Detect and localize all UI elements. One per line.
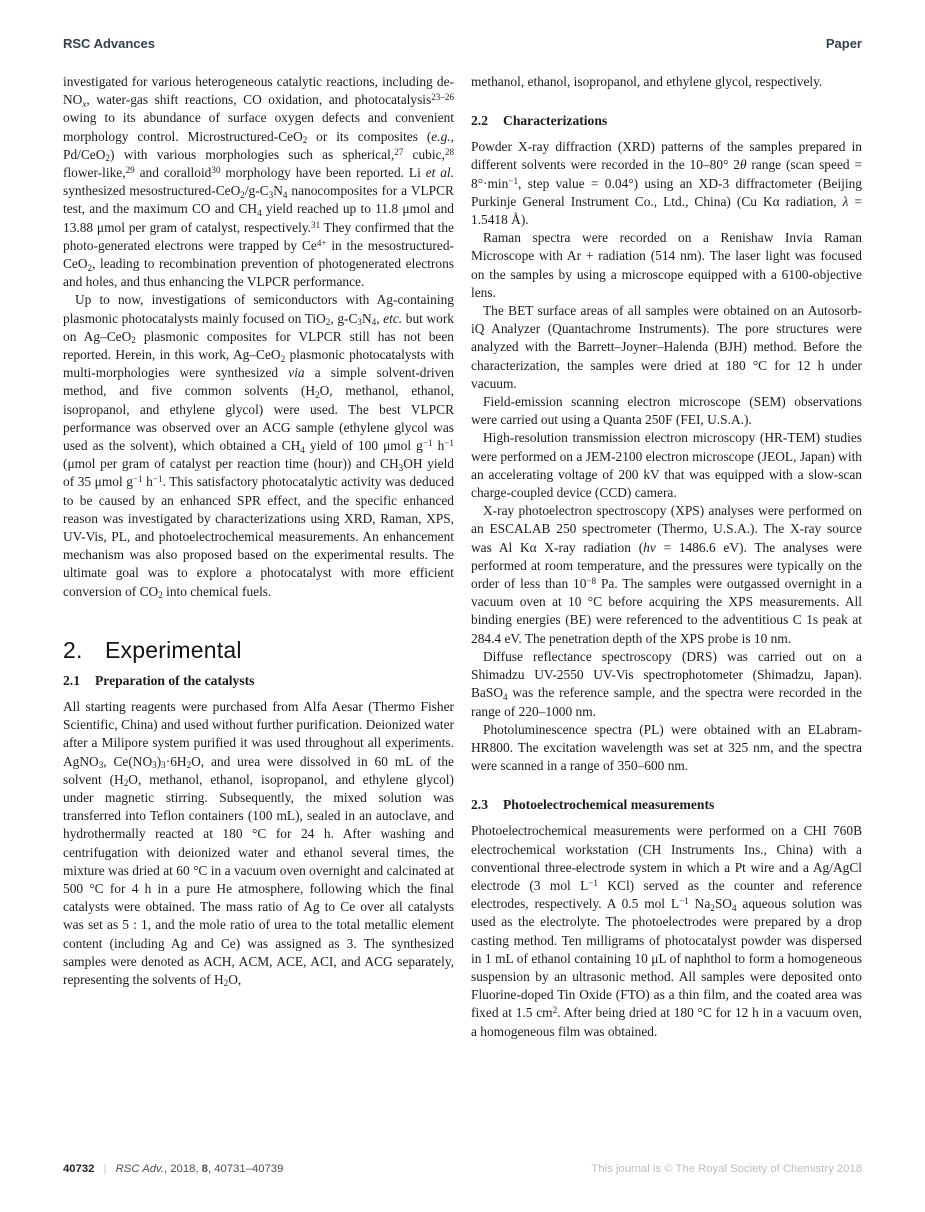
paragraph-up-to-now: Up to now, investigations of semiconductors with Ag-containing plasmonic photocatalysts mainly focused on TiO$_2$, $g-C_3N_4$, etc. but work on Ag–CeO$_2$ plasmonic composites for VLPCR still has not been reported. Herein, in this work, Ag–CeO$_2$ plasmonic photocatalysts with multi-morphologies were synthesized via a simple solvent-driven method, and five common solvents ($H_2O$, methanol, ethanol, isopropanol, and ethylene glycol) were used. The best VLPCR performance was observed over an ACG sample (ethylene glycol was used as the solvent), which obtained a $CH_4$ yield of 100 μmol $g^{-1}$ $h^{-1}$ (μmol per gram of catalyst per reaction time (hour)) and $CH_3OH$ yield of 35 μmol $g^{-1}$ $h^{-1}$. This satisfactory photocatalytic activity was deduced to be caused by an enhanced SPR effect, and the specific enhanced reason was investigated by characterizations using XRD, Raman, XPS, UV-Vis, PL, and photoelectrochemical measurements. An enhancement mechanism was also proposed based on the experimental results. The ultimate goal was to explore a photocatalyst with more efficient conversion of $CO_2$ into chemical fuels. — [63, 292, 455, 601]
paragraph-raman: Raman spectra were recorded on a Renishaw Invia Raman Microscope with Ar + radiation (514 nm). The laser light was focused on the samples by using a microscope equipped with a 6100-objective lens. — [471, 230, 862, 300]
journal-citation: RSC Adv., 2018, 8, 40731–40739 — [115, 1163, 284, 1175]
subsection-title: Characterizations — [503, 113, 608, 129]
paragraph-intro-continuation: investigated for various heterogeneous catalytic reactions, including $de-NO_x$, water-gas shift reactions, CO oxidation, and photocatalysis$^{23-26}$ owing to its abundance of surface oxygen defects and convenient morphology control. Microstructured-CeO$_2$ or its composites (e.g., Pd/CeO$_2$) with various morphologies such as spherical,$^{27}$ cubic,$^{28}$ flower-like,$^{29}$ and coralloid$^{30}$ morphology have been reported. Li et al. synthesized mesostructured-$CeO_2/g-C_3N_4$ nanocomposites for a VLPCR test, and the maximum CO and $CH_4$ yield reached up to 11.8 μmol and 13.88 μmol per gram of catalyst, respectively.$^{31}$ They confirmed that the photo-generated electrons were trapped by $Ce^{4+}$ in the mesostructured-CeO$_2$, leading to recombination prevention of photogenerated electrons and holes, and thus enhancing the VLPCR performance. — [63, 74, 454, 290]
paragraph-xrd: Powder X-ray diffraction (XRD) patterns of the samples prepared in different solvents were recorded in the 10–80° 2θ range (scan speed = $8^\circ\cdot\min^{-1}$, step value = 0.04°) using an XD-3 diffractometer (Beijing Purkinje General Instrument Co., Ltd., China) (Cu Kα radiation, λ = 1.5418 Å). — [471, 139, 862, 228]
paragraph-drs: Diffuse reflectance spectroscopy (DRS) was carried out on a Shimadzu UV-2550 UV-Vis spectrophotometer (Shimadzu, Japan). BaSO$_4$ was the reference sample, and the spectra were recorded in the range of 220–1000 nm. — [471, 648, 862, 719]
paragraph-pl: Photoluminescence spectra (PL) were obtained with an ELabram-HR800. The excitation wavelength was set at 325 nm, and the spectra were scanned in a range of 350–600 nm. — [471, 721, 862, 774]
paragraph-hrtem: High-resolution transmission electron microscopy (HR-TEM) studies were performed on a JEM-2100 electron microscope (JEOL, Japan) with an accelerating voltage of 200 kV that was equipped with a slow-scan charge-coupled device (CCD) camera. — [471, 430, 862, 501]
subsection-heading-2-2 — [471, 113, 862, 129]
paragraph-sem: Field-emission scanning electron microscope (SEM) observations were carried out using a Quanta 250F (FEI, U.S.A.). — [471, 394, 862, 428]
subsection-number: 2.1 — [63, 672, 80, 688]
copyright-notice: This journal is © The Royal Society of Chemistry 2018 — [591, 1163, 862, 1175]
page-header — [63, 36, 862, 51]
subsection-number: 2.2 — [471, 113, 488, 129]
paragraph-solvents-continuation: methanol, ethanol, isopropanol, and ethylene glycol, respectively. — [471, 74, 823, 89]
subsection-heading-2-3 — [471, 797, 862, 813]
left-column — [63, 73, 454, 1131]
subsection-title: Preparation of the catalysts — [95, 672, 255, 688]
paragraph-preparation: All starting reagents were purchased from Alfa Aesar (Thermo Fisher Scientific, China) and used without further purification. Deionized water after a Milipore system purified it was used throughout all experiments. AgNO$_3$, $Ce(NO_3)_3\cdot 6H_2O$, and urea were dissolved in 60 mL of the solvent ($H_2O$, methanol, ethanol, isopropanol, and ethylene glycol) under magnetic stirring. Subsequently, the mixed solution was transferred into Teflon containers (100 mL), sealed in an autoclave, and hydrothermally reacted at 180 °C for 24 h. After washing and centrifugation with deionized water and ethanol several times, the mixture was dried at 60 °C in a vacuum oven overnight and calcinated at 500 °C for 4 h in a pure He atmosphere, following which the final catalysts were obtained. The mass ratio of Ag to Ce over all catalysts was set as 5 : 1, and the mole ratio of urea to the total metallic element content (including Ag and Ce) was assigned as 3. The synthesized samples were denoted as ACH, ACM, ACE, ACI, and ACG separately, representing the solvents of $H_2O$, — [63, 698, 455, 989]
subsection-title: Photoelectrochemical measurements — [503, 797, 715, 813]
paragraph-xps: X-ray photoelectron spectroscopy (XPS) analyses were performed on an ESCALAB 250 spectrometer (Thermo, U.S.A.). The X-ray source was Al Kα X-ray radiation (hν = 1486.6 eV). The analyses were performed at room temperature, and the pressures were typically on the order of less than $10^{-8}$ Pa. The samples were outgassed overnight in a vacuum oven at 10 °C before acquiring the XPS measurements. All binding energies (BE) were referenced to the adventitious C 1s peak at 284.4 eV. The penetration depth of the XPS probe is 10 nm. — [471, 503, 862, 646]
subsection-heading-2-1 — [63, 673, 454, 689]
section-heading-experimental — [63, 637, 454, 664]
page-number: 40732 — [63, 1163, 95, 1175]
section-number: 2. — [63, 636, 83, 663]
page-footer — [63, 1163, 862, 1175]
paragraph-photoelectrochemical: Photoelectrochemical measurements were performed on a CHI 760B electrochemical workstation (CH Instruments Ins., China) with a conventional three-electrode system in which a Pt wire and a Ag/AgCl electrode (3 mol $L^{-1}$ KCl) served as the counter and reference electrodes, respectively. A 0.5 mol $L^{-1}$ $Na_2SO_4$ aqueous solution was used as the electrolyte. The photoelectrodes were prepared by a drop casting method. Ten milligrams of photocatalyst powder was dispersed in 1 mL of ethanol containing 10 μL of naphthol to form a homogeneous suspension by an ultrasonic method. All samples were deposited onto Fluorine-doped Tin Oxide (FTO) as a thin film, and the coated area was fixed at 1.5 $cm^2$. After being dried at 180 °C for 12 h in a vacuum oven, a homogeneous film was obtained. — [471, 823, 862, 1039]
section-title: Experimental — [105, 636, 242, 663]
right-column — [471, 73, 862, 1131]
subsection-number: 2.3 — [471, 797, 488, 813]
footer-separator: | — [103, 1163, 107, 1175]
two-column-body — [63, 73, 862, 1131]
journal-name: RSC Advances — [63, 36, 155, 51]
footer-citation-block — [63, 1163, 283, 1175]
paragraph-bet: The BET surface areas of all samples were obtained on an Autosorb-iQ Analyzer (Quantachrome Instruments). The pore structures were analyzed with the Barrett–Joyner–Halenda (BJH) method. Before the characterization, the samples were dried at 180 °C for 12 h under vacuum. — [471, 303, 862, 391]
article-type-label: Paper — [825, 36, 862, 51]
